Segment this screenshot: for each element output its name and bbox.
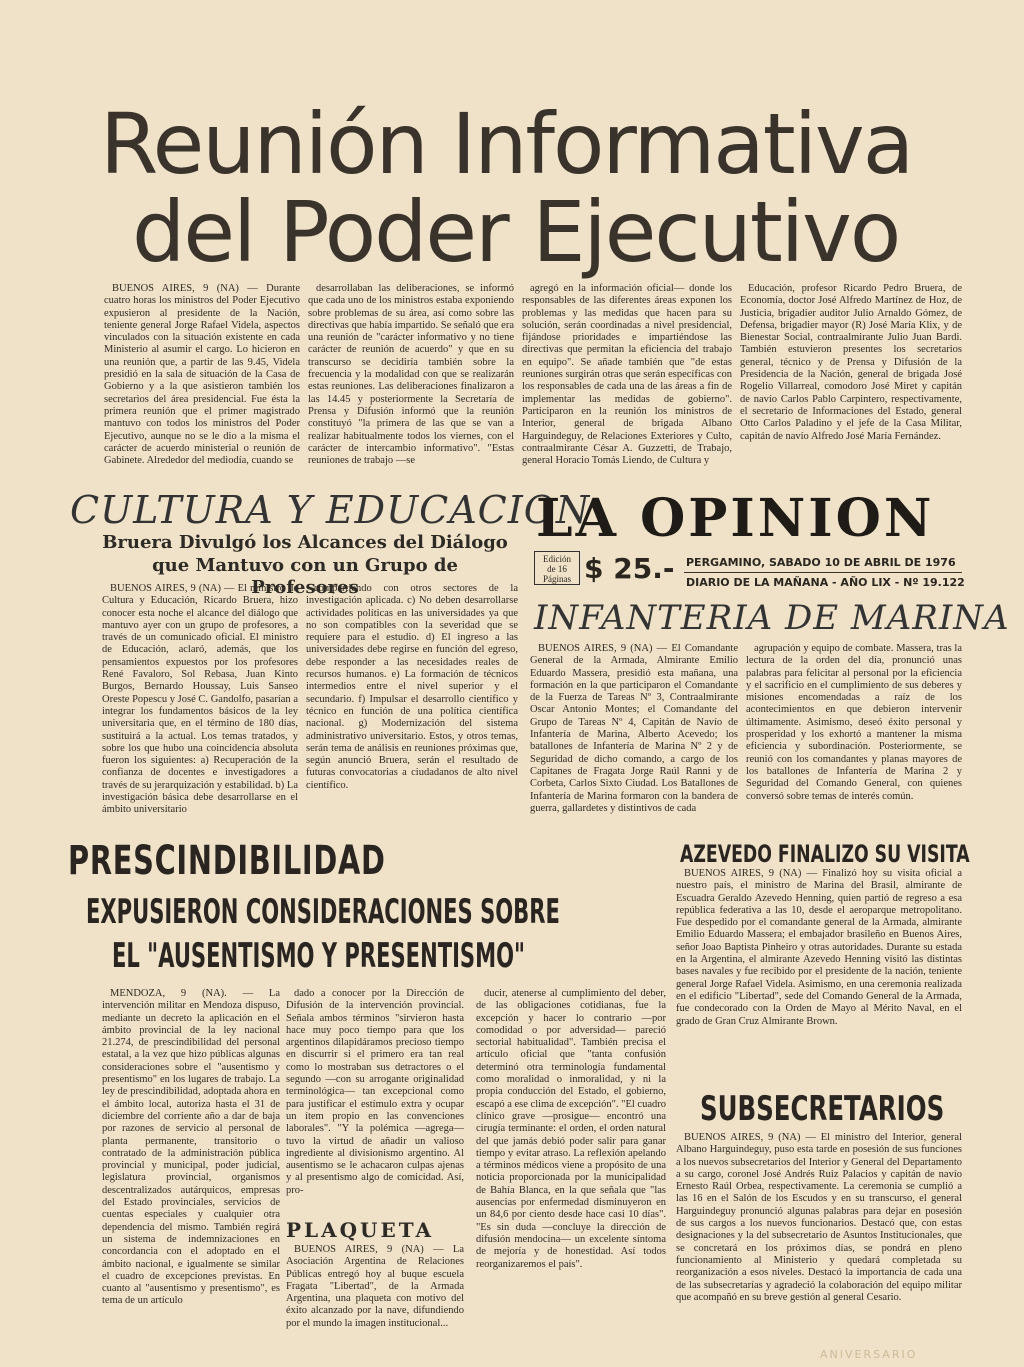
azevedo-title: AZEVEDO FINALIZO SU VISITA [680, 840, 970, 868]
masthead-rule [684, 572, 962, 573]
infanteria-column-2: agrupación y equipo de combate. Massera, tras la lectura de la orden del día, pronunció unas palabras para felicitar al personal por la eficiencia y el sacrificio en el cumplimiento de sus deberes y misiones encomendadas a raíz de los acontecimientos en que debieron intervenir últimamente. Asimismo, deseó éxito personal y prosperidad y los exhortó a mantener la misma eficiencia y subordinación. Posteriormente, se reunió con los comandantes y planas mayores de los batallones de Infantería de Marina 2 y Seguridad del Comando General, con quienes conversó sobre temas de interés común. [746, 643, 962, 802]
subsecretarios-title: SUBSECRETARIOS [700, 1089, 945, 1129]
footer-stamp: ANIVERSARIO [820, 1348, 918, 1361]
plaqueta-title: PLAQUETA [286, 1218, 435, 1242]
prescindibilidad-column-1: MENDOZA, 9 (NA). — La intervención militar en Mendoza dispuso, mediante un decreto la aplicación en el ámbito provincial de la ley nacional 21.274, de prescindibilidad del personal estatal, a la vez que hizo públicas algunas consideraciones sobre el "ausentismo y presentismo" en los lugares de trabajo. La ley de prescindibilidad, adoptada ahora en el ámbito local, autoriza hasta el 31 de diciembre del corriente año a dar de baja por razones de servicio al personal de planta permanente, transitorio o contratado de la administración pública provincial y municipal, poder judicial, legislatura provincial, organismos descentralizados autárquicos, empresas del Estado provinciales, servicios de cuentas especiales y cualquier otra dependencia del mismo. También regirá un sistema de indemnizaciones en concordancia con el adoptado en el ámbito nacional, e igualmente se similar el cuadro de excepciones previstas. En cuanto al "ausentismo y presentismo", es tema de un artículo [102, 988, 280, 1307]
headline-line-2: del Poder Ejecutivo [132, 183, 900, 281]
prescindibilidad-column-3: ducir, atenerse al cumplimiento del deber, de las obligaciones cotidianas, fue la excepción y hacer lo contrario —por comodidad o por adversidad— pareció sectorial habitualidad". También precisa el artículo oficial que "tanta confusión determinó otra terminología fundamental como moralidad o inmoralidad, y ni la propia conducción del Estado, el gobierno, escapó a ese clima de excepción". "El cuadro clínico grave —prosigue— encontró una cirugía terminante: el orden, el orden natural del que jamás debió poder salir para ganar tiempo y evitar atraso. La reflexión apelando a términos médicos viene a propósito de una noticia proporcionada por la municipalidad de Bahía Blanca, en la que señala que "las ausencias por enfermedad disminuyeron en un 84,6 por ciento desde hace casi 10 días". "Es sin duda —concluye la dirección de difusión mendocina— un excelente síntoma de mejoría y de honestidad. Así todos reorganizaremos el país". [476, 988, 666, 1270]
masthead-subtitle: DIARIO DE LA MAÑANA - AÑO LIX - Nº 19.122 [686, 576, 965, 589]
top-story-column-2: desarrollaban las deliberaciones, se informó que cada uno de los ministros estaba exponiendo sobre problemas de su área, así como sobre las directivas que había impartido. Se señaló que era una reunión de "carácter informativo y no tiene carácter de reunión de acuerdo" y que en su transcurso se decidiría también sobre la frecuencia y la modalidad con que se realizarán estas reuniones. Las deliberaciones finalizaron a las 14.45 y posteriormente la Secretaría de Prensa y Difusión informó que la reunión constituyó "la primera de las que se van a realizar habitualmente todos los viernes, con el carácter de intercambio informativo". "Estas reuniones de trabajo —se [308, 283, 514, 467]
masthead-logo: LA OPINION [536, 488, 935, 549]
prescindibilidad-headline-2: EL "AUSENTISMO Y PRESENTISMO" [112, 936, 525, 976]
headline-line-1: Reunión Informativa [100, 95, 913, 193]
edition-box: Edición de 16 Páginas [534, 551, 580, 585]
cultura-column-2: compartiendo con otros sectores de la investigación aplicada. c) No deben desarrollarse actividades políticas en las universidades ya que no son compatibles con la severidad que se requiere para el estudio. d) El ingreso a las universidades debe regirse en función del egreso, debe responder a las necesidades reales de recursos humanos. e) La formación de técnicos intermedios entre el nivel superior y el secundario. f) Impulsar el desarrollo científico y técnico en función de una política científica nacional. g) Modernización del sistema administrativo universitario. Estos, y otros temas, serán tema de análisis en reuniones próximas que, según anunció Bruera, serán el resultado de futuras convocatorias a ciudadanos de alto nivel científico. [306, 583, 518, 791]
cultura-section-title: CULTURA Y EDUCACION [70, 488, 591, 532]
top-story-column-3: agregó en la información oficial— donde los responsables de las diferentes áreas exponen los problemas y las medidas que hacen para su solución, serán coordinadas a nivel presidencial, fijándose prioridades e impartiéndose las directivas que permitan la eficiencia del trabajo en equipo". Se añade también que "de estas reuniones surgirán otras que serán específicas con los responsables de cada una de las áreas a fin de implementar las medidas de gobierno". Participaron en la reunión los ministros de Interior, general de brigada Albano Harguindeguy, de Relaciones Exteriores y Culto, contraalmirante César A. Guzzetti, de Trabajo, general Horacio Tomás Liendo, de Cultura y [522, 283, 732, 467]
prescindibilidad-column-2: dado a conocer por la Dirección de Difusión de la intervención provincial. Señala ambos términos "sirvieron hasta hace muy poco tiempo para que los argentinos dilapidáramos precioso tiempo en discurrir si el primero era tan real como lo mostraban sus detractores o el segundo —con su arrogante originalidad terminológica— tan excepcional como para justificar el estímulo extra y ocupar un ítem propio en las convenciones laborales". "Y la polémica —agrega— tuvo la virtud de añadir un valioso ingrediente al divisionismo argentino. Al ausentismo se le achacaron culpas ajenas y al presentismo algo de comicidad. Así, pro- [286, 988, 464, 1196]
price-label: $ 25.- [584, 552, 675, 585]
infanteria-title: INFANTERIA DE MARINA [534, 598, 1010, 638]
infanteria-column-1: BUENOS AIRES, 9 (NA) — El Comandante General de la Armada, Almirante Emilio Eduardo Massera, presidió esta mañana, una formación en la que participaron el Comandante de la Fuerza de Tareas Nº 3, Contraalmirante Oscar Antonio Montes; el Comandante del Grupo de Tareas Nº 4, Capitán de Navío de Infantería de Marina, Alberto Acevedo; los batallones de Infantería de Marina Nº 2 y de Seguridad de dicho comando, a cargo de los Capitanes de Fragata Jorge Raúl Ranni y de Corbeta, Carlos Sixto Ciudad. Los Batallones de Infantería de Marina formaron con la bandera de guerra, gallardetes y distintivos de cada [530, 643, 738, 814]
main-headline [100, 95, 960, 281]
dateline: PERGAMINO, SABADO 10 DE ABRIL DE 1976 [686, 556, 956, 569]
prescindibilidad-kicker: PRESCINDIBILIDAD [68, 838, 386, 884]
prescindibilidad-headline-1: EXPUSIERON CONSIDERACIONES SOBRE [86, 892, 560, 932]
subsecretarios-body: BUENOS AIRES, 9 (NA) — El ministro del Interior, general Albano Harguindeguy, puso esta tarde en posesión de sus funciones a los nuevos subsecretarios del Interior y General del Departamento a su cargo, coronel José Andrés Ruiz Palacios y capitán de navío Ernesto Raúl Orbea, respectivamente. La ceremonia se cumplió a las 16 en el Salón de los Escudos y en su transcurso, el general Harguindeguy pronunció algunas palabras para dejar en posesión de sus cargos a los nuevos funcionarios. Destacó que, con estas designaciones y la del subsecretario de Asuntos Institucionales, que se concretará en los próximos días, se pondrá en pleno funcionamiento al Ministerio y quedará completada su reorganización a esos niveles. Destacó la importancia de cada una de las subsecretarías y agradeció la colaboración del equipo militar que acompañó en su breve gestión al general Cesario. [676, 1132, 962, 1303]
top-story-column-4: Educación, profesor Ricardo Pedro Bruera, de Economía, doctor José Alfredo Martínez de Hoz, de Justicia, brigadier auditor Julio Arnaldo Gómez, de Defensa, brigadier mayor (R) José María Klix, y de Bienestar Social, contraalmirante Julio Juan Bardi. También estuvieron presentes los secretarios general, técnico y de Prensa y Difusión de la Presidencia de la Nación, general de brigada José Rogelio Villarreal, comodoro José Miret y capitán de navío Carlos Pablo Carpintero, respectivamente, el secretario de Informaciones del Estado, general Otto Carlos Paladino y el jefe de la Casa Militar, capitán de navío Alfredo José María Fernández. [740, 283, 962, 442]
top-story-column-1: BUENOS AIRES, 9 (NA) — Durante cuatro horas los ministros del Poder Ejecutivo expusieron al presidente de la Nación, teniente general Jorge Rafael Videla, aspectos vinculados con la situación existente en cada Ministerio al asumir el cargo. Lo hicieron en una reunión que, a partir de las 9.45, Videla presidió en la sala de situación de la Casa de Gobierno y a la que asistieron también los secretarios del área presidencial. Fue ésta la primera reunión que el primer magistrado mantuvo con todos los ministros del Poder Ejecutivo, aunque no se le dio a la misma el carácter de acuerdo ministerial o reunión de Gabinete. Alrededor del mediodía, cuando se [104, 283, 300, 467]
cultura-subhead-2: que Mantuvo con un Grupo de Profesores [152, 555, 458, 598]
cultura-subhead-1: Bruera Divulgó los Alcances del Diálogo [102, 532, 508, 553]
cultura-column-1: BUENOS AIRES, 9 (NA) — El ministro de Cultura y Educación, Ricardo Bruera, hizo conocer esta noche el alcance del diálogo que mantuvo ayer con un grupo de profesores, a través de un comunicado oficial. El ministro de Educación, aclaró, además, que los pensamientos expuestos por los profesores René Favaloro, Sol Rebasa, Juan Kinto Burgos, Bernardo Houssay, Luis Sanseo Oreste Popescu y José C. Gandolfo, pasarían a integrar los fundamentos básicos de la ley universitaria que, en el término de 180 días, sustituirá a la actual. Los temas tratados, y sobre los que hubo una coincidencia absoluta fueron los siguientes: a) Recuperación de la confianza de docentes e investigadores a través de su jerarquización y estabilidad. b) La investigación básica debe desarrollarse en el ámbito universitario [102, 583, 298, 816]
azevedo-body: BUENOS AIRES, 9 (NA) — Finalizó hoy su visita oficial a nuestro país, el ministro de Marina del Brasil, almirante de Escuadra Geraldo Azevedo Henning, quien partió de regreso a esa república federativa a las 10, desde el aeroparque metropolitano. Fue despedido por el comandante general de la Armada, almirante Emilio Eduardo Massera; el embajador brasileño en Buenos Aires, señor Joao Baptista Pinheiro y otras autoridades. Durante su estada en la Argentina, el almirante Azevedo Henning visitó las distintas bases navales y fue recibido por el presidente de la nación, teniente general Jorge Rafael Videla. Asimismo, en una ceremonia realizada en el edificio "Libertad", sede del Comando General de la Armada, fue condecorado con la Orden de Mayo al Mérito Naval, en el grado de Gran Cruz Almirante Brown. [676, 868, 962, 1027]
plaqueta-body: BUENOS AIRES, 9 (NA) — La Asociación Argentina de Relaciones Públicas entregó hoy al buque escuela Fragata "Libertad", de la Armada Argentina, una plaqueta con motivo del éxito alcanzado por la nave, difundiendo por el mundo la imagen institucional... [286, 1244, 464, 1329]
